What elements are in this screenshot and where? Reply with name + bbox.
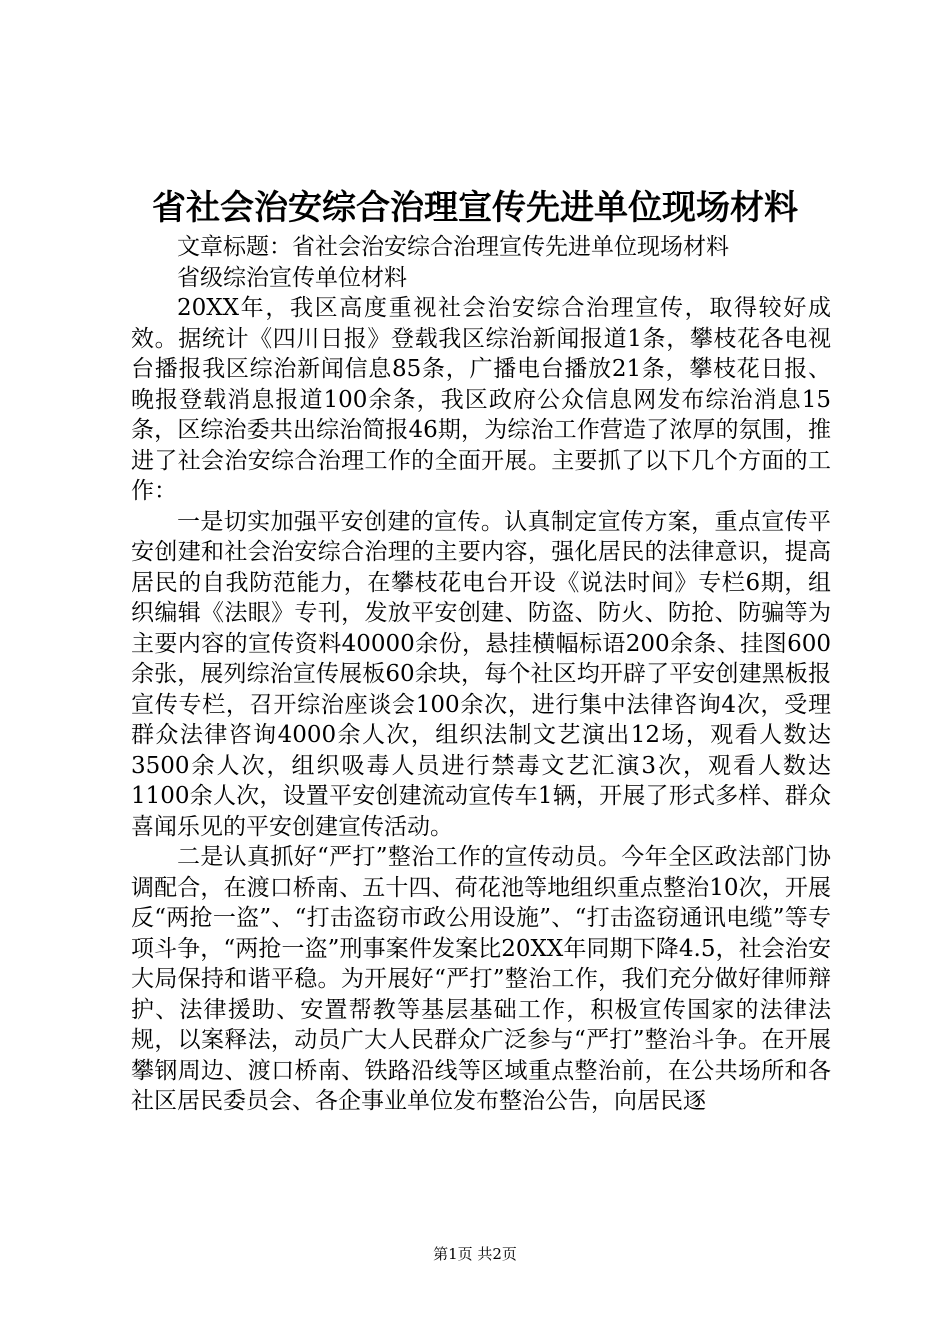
paragraph-strike-hard: 二是认真抓好“严打”整治工作的宣传动员。今年全区政法部门协调配合，在渡口桥南、五十四、荷花池等地组织重点整治10次，开展反“两抢一盗”、“打击盗窃市政公用设施”、“打击盗窃通讯电缆”等专项斗争，“两抢一盗”刑事案件发案比20XX年同期下降4.5，社会治安大局保持和谐平稳。为开展好“严打”整治工作，我们充分做好律师辩护、法律援助、安置帮教等基层基础工作，积极宣传国家的法律法规，以案释法，动员广大人民群众广泛参与“严打”整治斗争。在开展攀钢周边、渡口桥南、铁路沿线等区域重点整治前，在公共场所和各社区居民委员会、各企事业单位发布整治公告，向居民逐 <box>131 844 831 1114</box>
paragraph-safety-campaign: 一是切实加强平安创建的宣传。认真制定宣传方案，重点宣传平安创建和社会治安综合治理的主要内容，强化居民的法律意识，提高居民的自我防范能力，在攀枝花电台开设《说法时间》专栏6期，组织编辑《法眼》专刊，发放平安创建、防盗、防火、防抢、防骗等为主要内容的宣传资料40000余份，悬挂横幅标语200余条、挂图600余张，展列综治宣传展板60余块，每个社区均开辟了平安创建黑板报宣传专栏，召开综治座谈会100余次，进行集中法律咨询4次，受理群众法律咨询4000余人次，组织法制文艺演出12场，观看人数达3500余人次，组织吸毒人员进行禁毒文艺汇演3次，观看人数达1100余人次，设置平安创建流动宣传车1辆，开展了形式多样、群众喜闻乐见的平安创建宣传活动。 <box>131 508 831 840</box>
paragraph-intro: 20XX年，我区高度重视社会治安综合治理宣传，取得较好成效。据统计《四川日报》登载我区综治新闻报道1条，攀枝花各电视台播报我区综治新闻信息85条，广播电台播放21条，攀枝花日报、晚报登载消息报道100余条，我区政府公众信息网发布综治消息15条，区综治委共出综治简报46期，为综治工作营造了浓厚的氛围，推进了社会治安综合治理工作的全面开展。主要抓了以下几个方面的工作： <box>131 295 831 504</box>
document-title: 省社会治安综合治理宣传先进单位现场材料 <box>152 188 798 228</box>
article-title-line: 文章标题：省社会治安综合治理宣传先进单位现场材料 <box>177 234 729 260</box>
page-footer: 第1页 共2页 <box>433 1245 517 1263</box>
document-body <box>131 232 831 1117</box>
subtitle-line: 省级综治宣传单位材料 <box>177 264 407 291</box>
